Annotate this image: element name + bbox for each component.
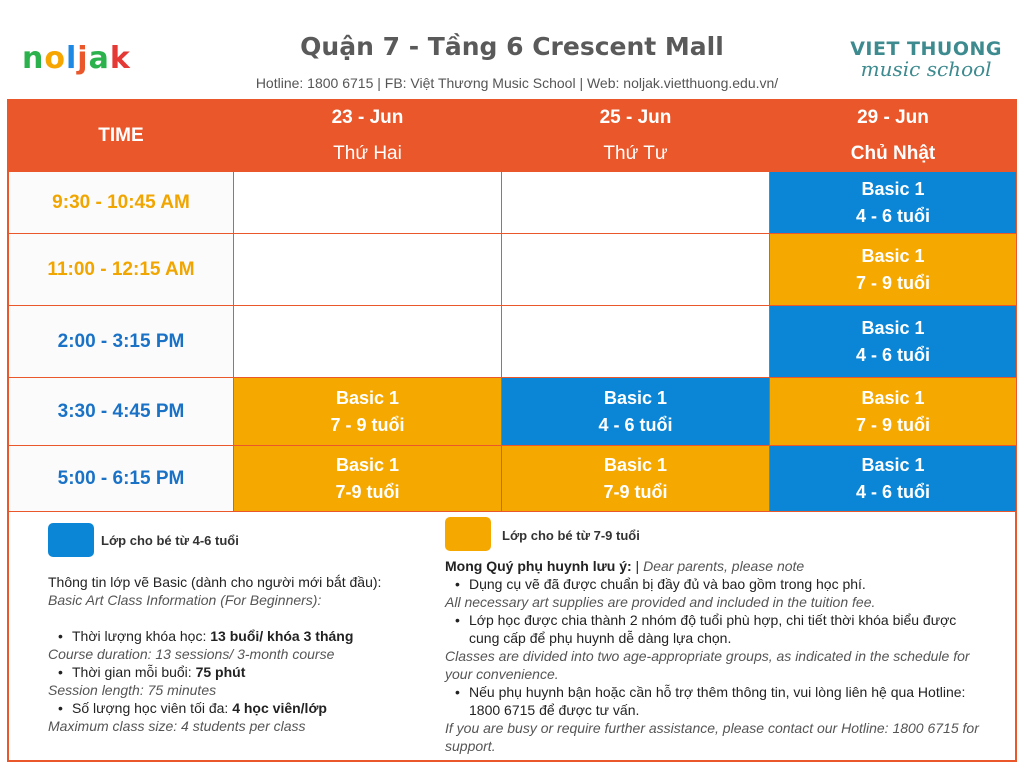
list-item-en: All necessary art supplies are provided and included in the tuition fee. xyxy=(445,594,876,610)
list-item: • Số lượng học viên tối đa: 4 học viên/lớp xyxy=(48,699,428,717)
class-age: 7-9 tuổi xyxy=(603,481,668,502)
empty-cell xyxy=(234,306,502,378)
day-date: 29 - Jun xyxy=(770,101,1017,136)
day-date: 23 - Jun xyxy=(234,101,502,136)
class-cell xyxy=(770,446,1017,512)
class-name: Basic 1 xyxy=(603,454,668,475)
list-item-en: Session length: 75 minutes xyxy=(48,682,217,698)
logo-letter: j xyxy=(77,41,89,76)
empty-cell xyxy=(234,234,502,306)
logo-line-1: VIET THUONG xyxy=(850,38,1002,60)
time-slot: 2:00 - 3:15 PM xyxy=(9,306,234,378)
logo-letter: o xyxy=(44,41,66,76)
parent-note-heading: Mong Quý phụ huynh lưu ý: | Dear parents, please note xyxy=(445,558,805,574)
course-info-heading: Thông tin lớp vẽ Basic (dành cho người mới bắt đầu): xyxy=(48,574,382,590)
class-age: 7 - 9 tuổi xyxy=(855,272,930,293)
class-age: 4 - 6 tuổi xyxy=(855,344,930,365)
empty-cell xyxy=(502,234,770,306)
class-cell xyxy=(770,378,1017,446)
course-info-heading-en: Basic Art Class Information (For Beginners): xyxy=(48,592,322,608)
logo-letter: a xyxy=(88,41,110,76)
legend-blue-swatch xyxy=(48,523,94,557)
list-item-en: If you are busy or require further assistance, please contact our Hotline: 1800 6715 for support. xyxy=(445,720,979,754)
legend-blue-label: Lớp cho bé từ 4-6 tuổi xyxy=(101,533,239,548)
empty-cell xyxy=(234,172,502,234)
class-name: Basic 1 xyxy=(861,317,925,338)
table-row xyxy=(9,378,1017,446)
logo-line-2: music school xyxy=(860,57,992,81)
logo-letter: n xyxy=(22,41,45,76)
class-name: Basic 1 xyxy=(861,178,925,199)
class-age: 4 - 6 tuổi xyxy=(855,481,930,502)
class-cell xyxy=(770,306,1017,378)
class-cell xyxy=(502,378,770,446)
class-cell xyxy=(234,378,502,446)
list-item: • Thời gian mỗi buổi: 75 phút xyxy=(48,663,428,681)
class-name: Basic 1 xyxy=(861,454,925,475)
contact-subtitle: Hotline: 1800 6715 | FB: Việt Thương Music School | Web: noljak.vietthuong.edu.vn/ xyxy=(255,75,779,91)
list-item-en: Course duration: 13 sessions/ 3-month course xyxy=(48,646,335,662)
day-weekday: Chủ Nhật xyxy=(770,136,1017,172)
time-slot: 9:30 - 10:45 AM xyxy=(9,172,234,234)
class-age: 4 - 6 tuổi xyxy=(855,205,930,226)
list-item: • Lớp học được chia thành 2 nhóm độ tuổi phù hợp, chi tiết thời khóa biểu được cung cấp để phụ huynh dễ dàng lựa chọn. xyxy=(445,611,990,647)
empty-cell xyxy=(502,172,770,234)
class-name: Basic 1 xyxy=(335,387,400,408)
list-item: • Nếu phụ huynh bận hoặc cần hỗ trợ thêm thông tin, vui lòng liên hệ qua Hotline: 1800 6715 để được tư vấn. xyxy=(445,683,990,719)
logo-letter: k xyxy=(109,41,131,76)
time-header: TIME xyxy=(9,101,234,172)
class-name: Basic 1 xyxy=(861,245,925,266)
list-item: • Dụng cụ vẽ đã được chuẩn bị đầy đủ và bao gồm trong học phí. xyxy=(445,575,990,593)
class-age: 7 - 9 tuổi xyxy=(330,414,405,435)
class-cell xyxy=(234,446,502,512)
class-age: 4 - 6 tuổi xyxy=(598,414,673,435)
page-title: Quận 7 - Tầng 6 Crescent Mall xyxy=(300,32,724,61)
time-slot: 3:30 - 4:45 PM xyxy=(9,378,234,446)
legend-orange-swatch xyxy=(445,517,491,551)
class-cell xyxy=(770,172,1017,234)
list-item-en: Maximum class size: 4 students per class xyxy=(48,718,306,734)
table-row xyxy=(9,172,1017,234)
class-name: Basic 1 xyxy=(335,454,400,475)
empty-cell xyxy=(502,306,770,378)
day-date: 25 - Jun xyxy=(502,101,770,136)
class-age: 7-9 tuổi xyxy=(335,481,400,502)
time-slot: 11:00 - 12:15 AM xyxy=(9,234,234,306)
class-name: Basic 1 xyxy=(603,387,668,408)
legend-orange-label: Lớp cho bé từ 7-9 tuổi xyxy=(502,528,640,543)
table-row xyxy=(9,234,1017,306)
list-item: • Thời lượng khóa học: 13 buổi/ khóa 3 tháng xyxy=(48,627,428,645)
parent-note xyxy=(445,557,990,755)
list-item-en: Classes are divided into two age-appropriate groups, as indicated in the schedule for your convenience. xyxy=(445,648,970,682)
viet-thuong-logo xyxy=(850,40,1002,80)
day-weekday: Thứ Hai xyxy=(234,136,502,172)
class-cell xyxy=(770,234,1017,306)
course-info xyxy=(48,573,428,735)
class-age: 7 - 9 tuổi xyxy=(855,414,930,435)
table-row xyxy=(9,306,1017,378)
time-slot: 5:00 - 6:15 PM xyxy=(9,446,234,512)
schedule-table xyxy=(8,100,1017,512)
day-weekday: Thứ Tư xyxy=(502,136,770,172)
table-row xyxy=(9,446,1017,512)
class-name: Basic 1 xyxy=(861,387,925,408)
class-cell xyxy=(502,446,770,512)
logo-letter: l xyxy=(65,41,78,76)
